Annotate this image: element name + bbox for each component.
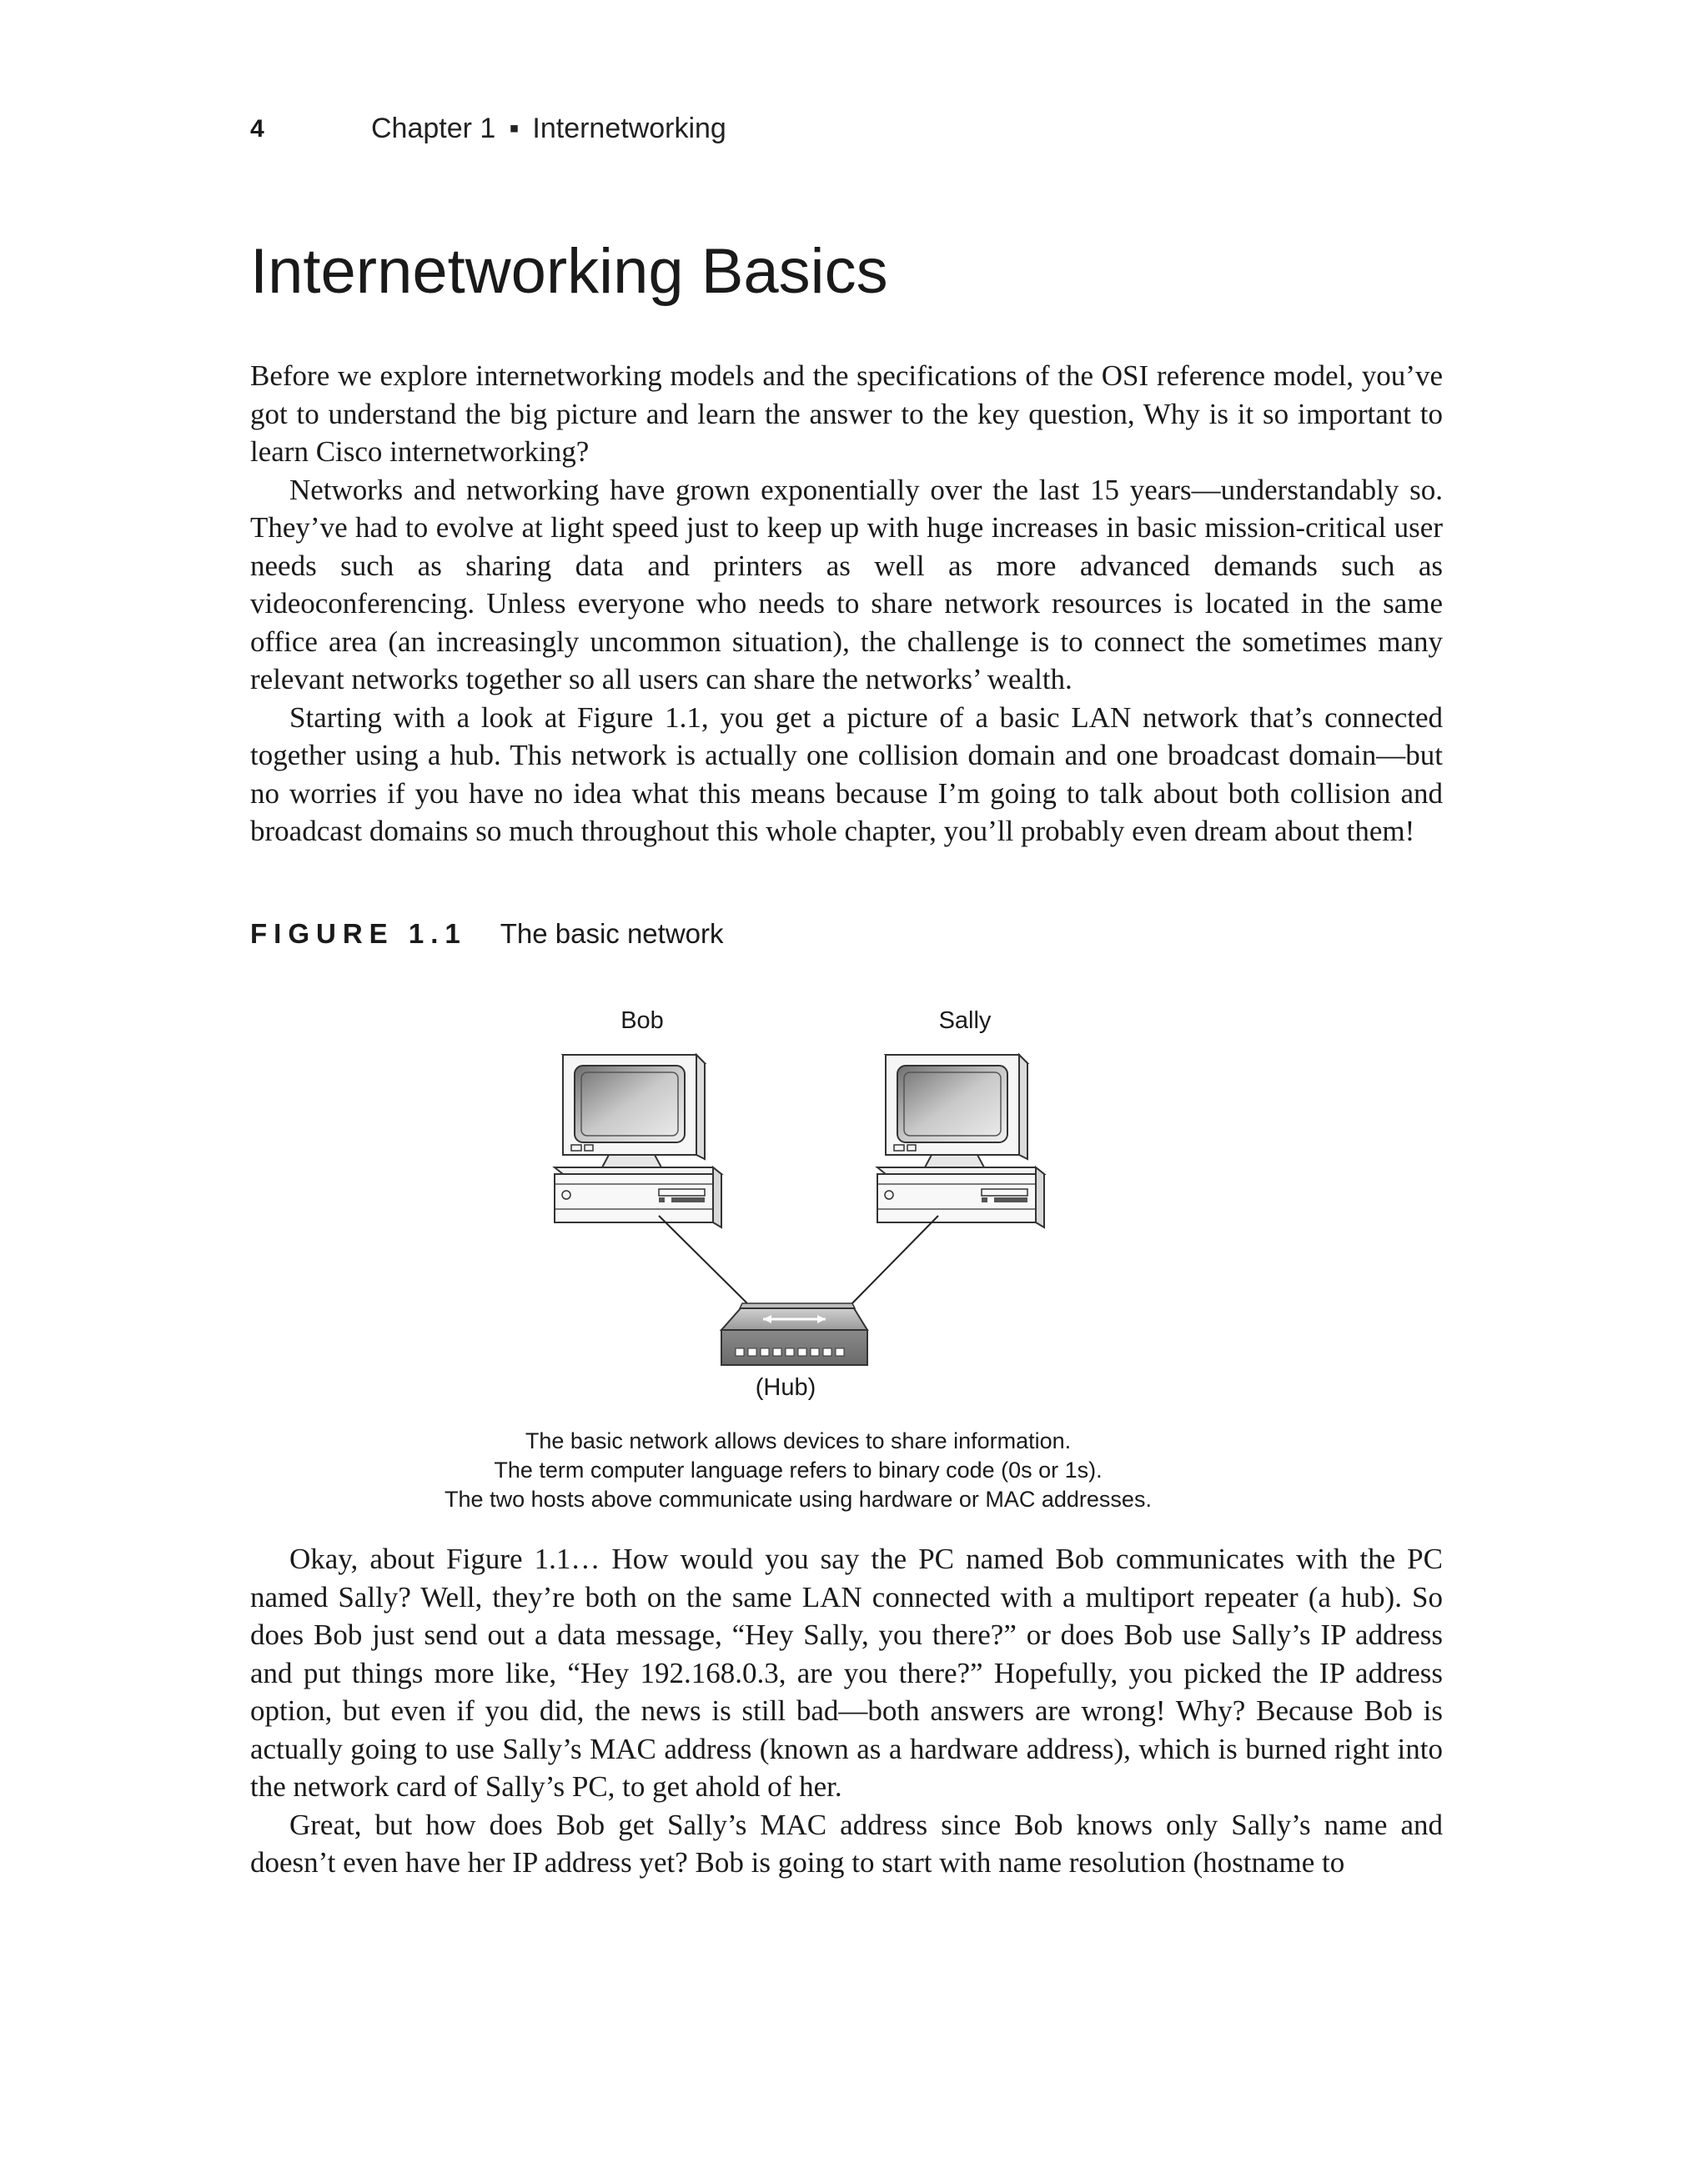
paragraph: Great, but how does Bob get Sally’s MAC address since Bob knows only Sally’s name and doesn’t even have her IP address yet? Bob is going to start with name resolution (hostname to [250, 1808, 1443, 1879]
separator-bullet: ▪ [509, 113, 520, 144]
figure-label [250, 918, 724, 950]
paragraph: Before we explore internetworking models and the specifications of the OSI reference model, you’ve got to understand the big picture and learn the answer to the key question, Why is it so important to learn Cisco internetworking? [250, 359, 1443, 468]
cable-sally-hub [849, 1216, 938, 1307]
sally-pc-icon [877, 1055, 1044, 1227]
diagram-caption-line: The basic network allows devices to share information. [525, 1428, 1072, 1453]
body-text-after-figure [250, 1540, 1443, 1882]
bob-pc-icon [555, 1055, 721, 1227]
host-label-bob: Bob [620, 1007, 664, 1034]
cable-bob-hub [659, 1216, 751, 1307]
page-number: 4 [250, 115, 264, 143]
diagram-caption-line: The two hosts above communicate using hardware or MAC addresses. [445, 1487, 1152, 1512]
chapter-name: Chapter 1 [371, 113, 496, 144]
network-diagram [434, 988, 1234, 1522]
section-title: Internetworking Basics [250, 236, 888, 307]
hub-label: (Hub) [755, 1374, 816, 1401]
paragraph: Starting with a look at Figure 1.1, you get a picture of a basic LAN network that’s connected together using a hub. This network is actually one collision domain and one broadcast domain—but no worries if you have no idea what this means because I’m going to talk about both collision and broadcast domains so much throughout this whole chapter, you’ll probably even dream about them! [250, 700, 1443, 847]
chapter-title: Internetworking [532, 113, 726, 144]
network-diagram-svg [434, 988, 1234, 1522]
body-text-before-figure [250, 357, 1443, 851]
diagram-caption-line: The term computer language refers to binary code (0s or 1s). [494, 1458, 1103, 1483]
host-label-sally: Sally [938, 1007, 992, 1034]
hub-icon [721, 1303, 867, 1365]
chapter-label [371, 113, 726, 145]
figure-number: FIGURE 1.1 [250, 918, 467, 949]
paragraph: Networks and networking have grown exponentially over the last 15 years—understandably so. They’ve had to evolve at light speed just to keep up with huge increases in basic mission-critical user needs such as sharing data and printers as well as more advanced demands such as videoconferencing. Unless everyone who needs to share network resources is located in the same office area (an increasingly uncommon situation), the challenge is to connect the sometimes many relevant networks together so all users can share the networks’ wealth. [250, 473, 1443, 695]
paragraph: Okay, about Figure 1.1… How would you say the PC named Bob communicates with the PC named Sally? Well, they’re both on the same LAN connected with a multiport repeater (a hub). So does Bob just send out a data message, “Hey Sally, you there?” or does Bob use Sally’s IP address and put things more like, “Hey 192.168.0.3, are you there?” Hopefully, you picked the IP address option, but even if you did, the news is still bad—both answers are wrong! Why? Because Bob is actually going to use Sally’s MAC address (known as a hardware address), which is burned right into the network card of Sally’s PC, to get ahold of her. [250, 1543, 1443, 1803]
figure-caption: The basic network [500, 918, 724, 949]
